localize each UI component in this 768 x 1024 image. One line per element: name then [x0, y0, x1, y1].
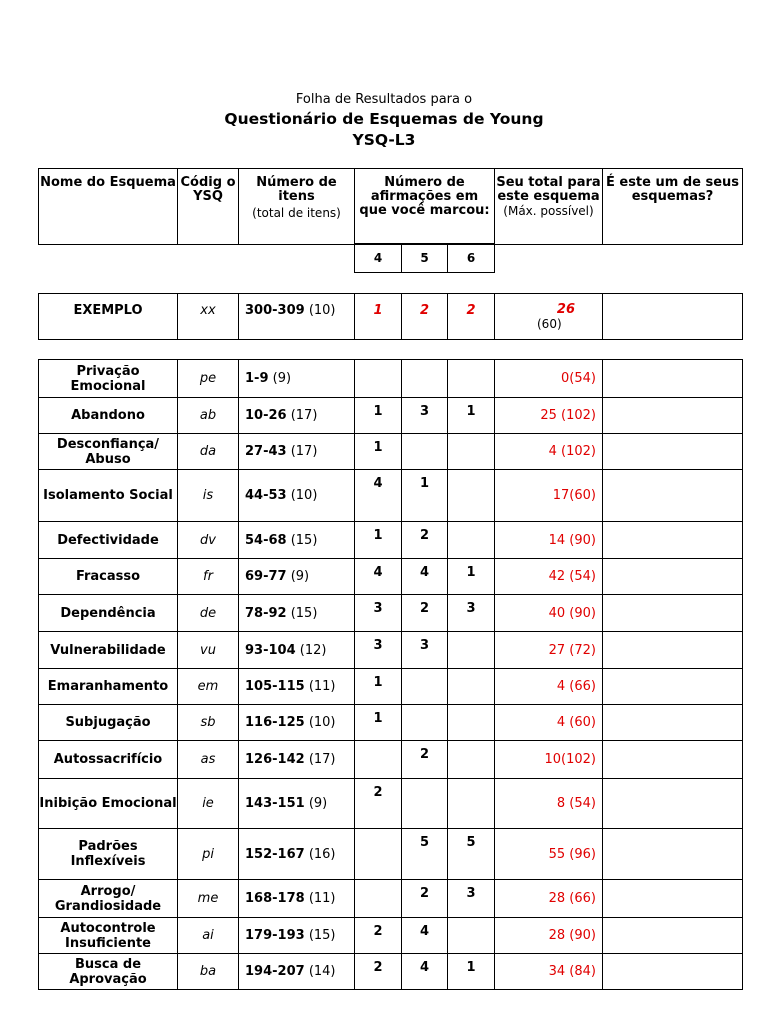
count-5 [402, 360, 448, 398]
schema-count: (10) [308, 715, 336, 730]
count-4: 1 [355, 434, 402, 470]
schema-items [239, 918, 355, 954]
schema-range: 1-9 [245, 371, 269, 386]
count-5: 2 [402, 880, 448, 918]
schema-range: 194-207 [245, 964, 305, 979]
score-col-6: 6 [448, 244, 495, 273]
count-5: 4 [402, 918, 448, 954]
count-4: 1 [355, 398, 402, 434]
schema-este[interactable] [603, 705, 743, 741]
schema-items [239, 669, 355, 705]
count-4: 4 [355, 559, 402, 595]
count-6: 1 [448, 954, 495, 990]
schema-name: Privação Emocional [39, 360, 178, 398]
schema-este[interactable] [603, 360, 743, 398]
schema-este[interactable] [603, 398, 743, 434]
count-5 [402, 779, 448, 829]
count-4: 4 [355, 470, 402, 522]
count-6: 3 [448, 595, 495, 632]
schema-total: 0(54) [495, 360, 603, 398]
schema-range: 116-125 [245, 715, 305, 730]
count-4: 2 [355, 779, 402, 829]
count-5 [402, 669, 448, 705]
count-5 [402, 705, 448, 741]
schema-range: 69-77 [245, 569, 287, 584]
count-6 [448, 669, 495, 705]
header-total-sub: (Máx. possível) [503, 204, 594, 218]
schema-code: ie [178, 779, 239, 829]
header-table [38, 168, 743, 245]
schema-range: 27-43 [245, 444, 287, 459]
count-5: 2 [402, 595, 448, 632]
schema-row-em [39, 669, 743, 705]
schema-este[interactable] [603, 669, 743, 705]
schema-range: 105-115 [245, 679, 305, 694]
schema-este[interactable] [603, 434, 743, 470]
schema-items [239, 954, 355, 990]
schema-items [239, 522, 355, 559]
schema-count: (11) [308, 679, 336, 694]
schema-code: ba [178, 954, 239, 990]
schema-code: as [178, 741, 239, 779]
schema-code: pe [178, 360, 239, 398]
count-4: 3 [355, 632, 402, 669]
schema-code: sb [178, 705, 239, 741]
schema-code: da [178, 434, 239, 470]
schema-range: 54-68 [245, 532, 287, 548]
schema-count: (11) [308, 891, 336, 906]
schema-total: 8 (54) [495, 779, 603, 829]
example-count-4: 1 [355, 294, 402, 340]
count-4: 1 [355, 522, 402, 559]
score-col-5: 5 [402, 244, 448, 273]
count-4: 2 [355, 954, 402, 990]
schema-code: is [178, 470, 239, 522]
schema-count: (15) [308, 928, 336, 943]
example-count-6: 2 [448, 294, 495, 340]
schema-total: 28 (66) [495, 880, 603, 918]
schema-este[interactable] [603, 954, 743, 990]
schema-code: em [178, 669, 239, 705]
count-5 [402, 434, 448, 470]
schema-code: pi [178, 829, 239, 880]
count-6: 5 [448, 829, 495, 880]
schema-range: 143-151 [245, 796, 305, 811]
count-5: 3 [402, 632, 448, 669]
schema-name: Abandono [39, 398, 178, 434]
schema-row-ai [39, 918, 743, 954]
schema-total: 55 (96) [495, 829, 603, 880]
schema-range: 78-92 [245, 605, 287, 621]
count-4 [355, 880, 402, 918]
count-6 [448, 470, 495, 522]
title-line-2: Questionário de Esquemas de Young [224, 110, 544, 128]
example-este[interactable] [603, 294, 743, 340]
count-6 [448, 522, 495, 559]
count-6 [448, 918, 495, 954]
schema-name: Subjugação [39, 705, 178, 741]
schema-name: Dependência [39, 595, 178, 632]
count-4 [355, 360, 402, 398]
schema-code: de [178, 595, 239, 632]
schema-row-ba [39, 954, 743, 990]
count-4 [355, 829, 402, 880]
header-codigo: Códig o YSQ [178, 169, 239, 245]
schema-total: 17(60) [495, 470, 603, 522]
count-4: 1 [355, 669, 402, 705]
schema-este[interactable] [603, 779, 743, 829]
schema-count: (9) [290, 569, 310, 584]
schema-count: (17) [290, 444, 318, 459]
schema-total: 4 (66) [495, 669, 603, 705]
schema-row-dv [39, 522, 743, 559]
schema-este[interactable] [603, 829, 743, 880]
schema-name: Vulnerabilidade [39, 632, 178, 669]
schema-row-de [39, 595, 743, 632]
schema-code: me [178, 880, 239, 918]
schema-table [38, 359, 743, 990]
schema-items [239, 434, 355, 470]
example-range: 300-309 [245, 303, 305, 318]
example-count: (10) [308, 303, 336, 318]
schema-este[interactable] [603, 918, 743, 954]
count-6 [448, 360, 495, 398]
schema-count: (17) [308, 752, 336, 767]
schema-count: (15) [290, 532, 318, 548]
schema-row-vu [39, 632, 743, 669]
schema-range: 152-167 [245, 846, 305, 862]
schema-name: Inibição Emocional [39, 779, 178, 829]
example-code: xx [178, 294, 239, 340]
schema-row-pe [39, 360, 743, 398]
score-col-header [354, 243, 495, 273]
schema-total: 4 (102) [495, 434, 603, 470]
schema-items [239, 559, 355, 595]
example-count-5: 2 [402, 294, 448, 340]
schema-items [239, 470, 355, 522]
schema-count: (17) [290, 408, 318, 423]
schema-count: (15) [290, 605, 318, 621]
schema-items [239, 741, 355, 779]
count-5: 3 [402, 398, 448, 434]
schema-code: ai [178, 918, 239, 954]
schema-range: 168-178 [245, 891, 305, 906]
schema-count: (10) [290, 488, 318, 503]
schema-row-sb [39, 705, 743, 741]
schema-name: Arrogo/ Grandiosidade [39, 880, 178, 918]
count-5: 2 [402, 522, 448, 559]
example-table [38, 293, 743, 340]
header-numero [239, 169, 355, 245]
count-5: 1 [402, 470, 448, 522]
example-total-cell [495, 294, 603, 340]
header-numero-label: Número de itens [256, 175, 337, 204]
schema-total: 25 (102) [495, 398, 603, 434]
schema-row-fr [39, 559, 743, 595]
schema-total: 4 (60) [495, 705, 603, 741]
schema-name: Autocontrole Insuficiente [39, 918, 178, 954]
example-items [239, 294, 355, 340]
schema-row-as [39, 741, 743, 779]
count-6 [448, 632, 495, 669]
schema-range: 93-104 [245, 642, 296, 658]
schema-este[interactable] [603, 559, 743, 595]
count-6 [448, 779, 495, 829]
header-este: É este um de seus esquemas? [603, 169, 743, 245]
schema-items [239, 880, 355, 918]
count-6 [448, 434, 495, 470]
schema-row-pi [39, 829, 743, 880]
example-row [39, 294, 743, 340]
schema-row-is [39, 470, 743, 522]
count-6: 1 [448, 559, 495, 595]
header-nome: Nome do Esquema [39, 169, 178, 245]
example-max: (60) [537, 317, 562, 331]
schema-este[interactable] [603, 470, 743, 522]
schema-count: (9) [308, 796, 328, 811]
title-line-1: Folha de Resultados para o [295, 92, 473, 107]
schema-este[interactable] [603, 880, 743, 918]
schema-total: 14 (90) [495, 522, 603, 559]
count-5: 4 [402, 559, 448, 595]
schema-count: (9) [272, 371, 292, 386]
count-4: 1 [355, 705, 402, 741]
schema-items [239, 595, 355, 632]
count-6: 3 [448, 880, 495, 918]
schema-este[interactable] [603, 632, 743, 669]
schema-row-me [39, 880, 743, 918]
count-6 [448, 705, 495, 741]
schema-items [239, 398, 355, 434]
schema-code: vu [178, 632, 239, 669]
count-4 [355, 741, 402, 779]
schema-count: (12) [299, 642, 327, 658]
schema-code: ab [178, 398, 239, 434]
schema-items [239, 779, 355, 829]
schema-items [239, 829, 355, 880]
schema-row-ab [39, 398, 743, 434]
count-5: 5 [402, 829, 448, 880]
schema-code: dv [178, 522, 239, 559]
schema-range: 126-142 [245, 752, 305, 767]
schema-row-ie [39, 779, 743, 829]
schema-name: Emaranhamento [39, 669, 178, 705]
header-total [495, 169, 603, 245]
schema-name: Fracasso [39, 559, 178, 595]
header-afirmacoes: Número de afirmações em que você marcou: [355, 169, 495, 245]
count-5: 4 [402, 954, 448, 990]
schema-name: Defectividade [39, 522, 178, 559]
schema-total: 42 (54) [495, 559, 603, 595]
schema-total: 40 (90) [495, 595, 603, 632]
schema-total: 34 (84) [495, 954, 603, 990]
schema-total: 10(102) [495, 741, 603, 779]
schema-row-da [39, 434, 743, 470]
count-4: 3 [355, 595, 402, 632]
schema-items [239, 705, 355, 741]
schema-este[interactable] [603, 522, 743, 559]
schema-items [239, 632, 355, 669]
header-numero-sub: (total de itens) [252, 206, 341, 220]
count-6: 1 [448, 398, 495, 434]
schema-total: 27 (72) [495, 632, 603, 669]
header-total-label: Seu total para este esquema [496, 175, 601, 204]
schema-name: Isolamento Social [39, 470, 178, 522]
schema-range: 179-193 [245, 928, 305, 943]
schema-items [239, 360, 355, 398]
schema-name: Busca de Aprovação [39, 954, 178, 990]
schema-range: 10-26 [245, 408, 287, 423]
schema-name: Desconfiança/ Abuso [39, 434, 178, 470]
score-col-4: 4 [355, 244, 402, 273]
schema-este[interactable] [603, 741, 743, 779]
schema-count: (14) [308, 964, 336, 979]
schema-name: Padrões Inflexíveis [39, 829, 178, 880]
schema-name: Autossacrifício [39, 741, 178, 779]
count-4: 2 [355, 918, 402, 954]
count-6 [448, 741, 495, 779]
schema-code: fr [178, 559, 239, 595]
example-name: EXEMPLO [39, 294, 178, 340]
schema-este[interactable] [603, 595, 743, 632]
title-line-3: YSQ-L3 [352, 131, 416, 149]
schema-range: 44-53 [245, 488, 287, 503]
schema-total: 28 (90) [495, 918, 603, 954]
example-total: 26 [556, 302, 575, 317]
count-5: 2 [402, 741, 448, 779]
schema-count: (16) [308, 846, 336, 862]
